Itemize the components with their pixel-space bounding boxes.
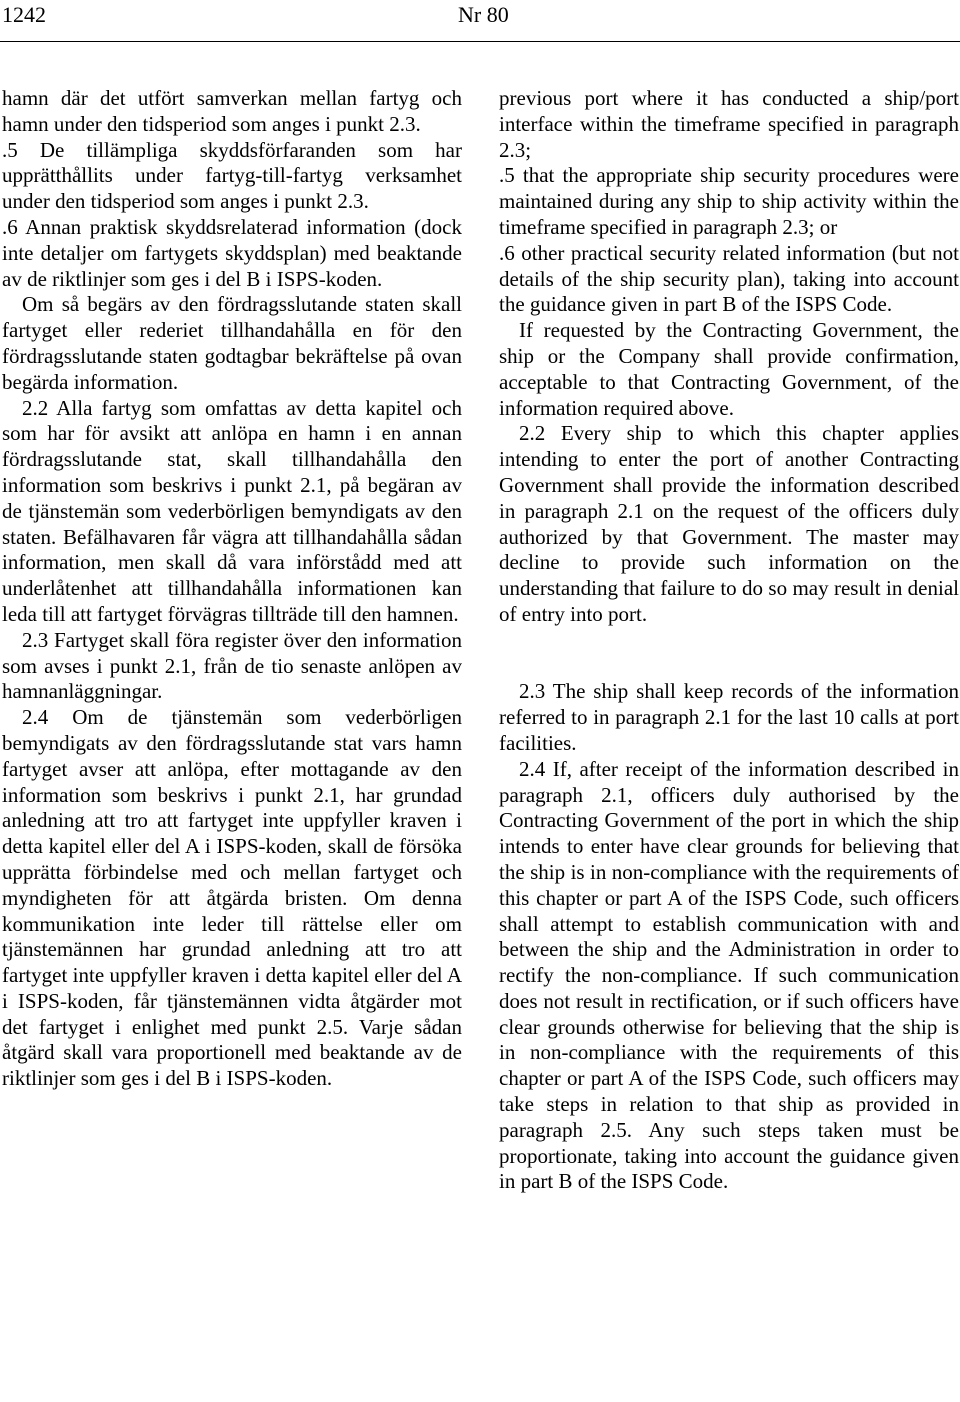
sv-paragraph-6: 2.3 Fartyget skall föra register över den information som avses i punkt 2.1, från de tio senaste anlöpen av hamnanläggningar.: [2, 627, 462, 704]
en-paragraph-7: 2.4 If, after receipt of the information described in paragraph 2.1, officers duly authorised by the Contracting Government of the port in which the ship intends to enter have clear grounds for believing that the ship is in non-compliance with the requirements of this chapter or part A of the ISPS Code, such officers shall attempt to establish communication with and between the ship and the Administration in order to rectify the non-compliance. If such communication does not result in rectification, or if such officers have clear grounds otherwise for believing that the ship is in non-compliance with the requirements of this chapter or part A of the ISPS Code, such officers may take steps in relation to that ship as provided in paragraph 2.5. Any such steps taken must be proportionate, taking into account the guidance given in part B of the ISPS Code.: [499, 756, 959, 1194]
sv-paragraph-4: Om så begärs av den fördragsslutande staten skall fartyget eller rederiet tillhandahålla en för den fördragsslutande staten godtagbar bekräftelse på ovan begärda information.: [2, 292, 462, 394]
sv-paragraph-1: hamn där det utfört samverkan mellan fartyg och hamn under den tidsperiod som anges i punkt 2.3.: [2, 86, 462, 136]
header-rule: [0, 41, 960, 42]
english-column: [499, 86, 959, 1195]
page-number: 1242: [2, 2, 46, 27]
issue-number: Nr 80: [458, 2, 509, 27]
en-paragraph-1: previous port where it has conducted a ship/port interface within the timeframe specified in paragraph 2.3;: [499, 86, 959, 162]
en-paragraph-4: If requested by the Contracting Government, the ship or the Company shall provide confirmation, acceptable to that Contracting Government, of the information required above.: [499, 318, 959, 420]
sv-paragraph-3: .6 Annan praktisk skyddsrelaterad information (dock inte detaljer om fartygets skyddsplan) med beaktande av de riktlinjer som ges i del B i ISPS-koden.: [2, 214, 462, 291]
sv-paragraph-5: 2.2 Alla fartyg som omfattas av detta kapitel och som har för avsikt att anlöpa en hamn i en annan fördragsslutande stat, skall tillhandahålla den information som beskrivs i punkt 2.1, på begäran av de tjänstemän som vederbörligen bemyndigats av den staten. Befälhavaren får vägra att tillhandahålla sådan information, men skall då vara införstådd med att underlåtenhet att tillhandahålla informationen kan leda till att fartyget förvägras tillträde till den hamnen.: [2, 395, 462, 626]
sv-paragraph-2: .5 De tillämpliga skyddsförfaranden som har upprätthållits under fartyg-till-fartyg verksamhet under den tidsperiod som anges i punkt 2.3.: [2, 137, 462, 214]
swedish-column: [2, 86, 462, 1092]
page-header: [0, 0, 960, 40]
sv-paragraph-7: 2.4 Om de tjänstemän som vederbörligen bemyndigats av den fördragsslutande stat vars hamn fartyget avser att anlöpa, efter mottagande av den information som beskrivs i punkt 2.1, har grundad anledning att tro att fartyget inte uppfyller kraven i detta kapitel eller del A i ISPS-koden, skall de försöka upprätta förbindelse med och mellan fartyget och myndigheten för att åtgärda bristen. Om denna kommunikation inte leder till rättelse eller om tjänstemännen har grundad anledning att tro att fartyget inte uppfyller kraven i detta kapitel eller del A i ISPS-koden, får tjänstemännen vidta åtgärder mot det fartyget i enlighet med punkt 2.5. Varje sådan åtgärd skall vara proportionell med beaktande av de riktlinjer som ges i del B i ISPS-koden.: [2, 705, 462, 1091]
en-paragraph-5: 2.2 Every ship to which this chapter applies intending to enter the port of another Contracting Government shall provide the information described in paragraph 2.1 on the request of the officers duly authorized by that Government. The master may decline to provide such information on the understanding that failure to do so may result in denial of entry into port.: [499, 421, 959, 626]
en-paragraph-6: 2.3 The ship shall keep records of the information referred to in paragraph 2.1 for the last 10 calls at port facilities.: [499, 679, 959, 755]
paragraph-spacer: [499, 628, 959, 680]
en-paragraph-2: .5 that the appropriate ship security procedures were maintained during any ship to ship activity within the timeframe specified in paragraph 2.3; or: [499, 163, 959, 239]
en-paragraph-3: .6 other practical security related information (but not details of the ship security plan), taking into account the guidance given in part B of the ISPS Code.: [499, 240, 959, 317]
